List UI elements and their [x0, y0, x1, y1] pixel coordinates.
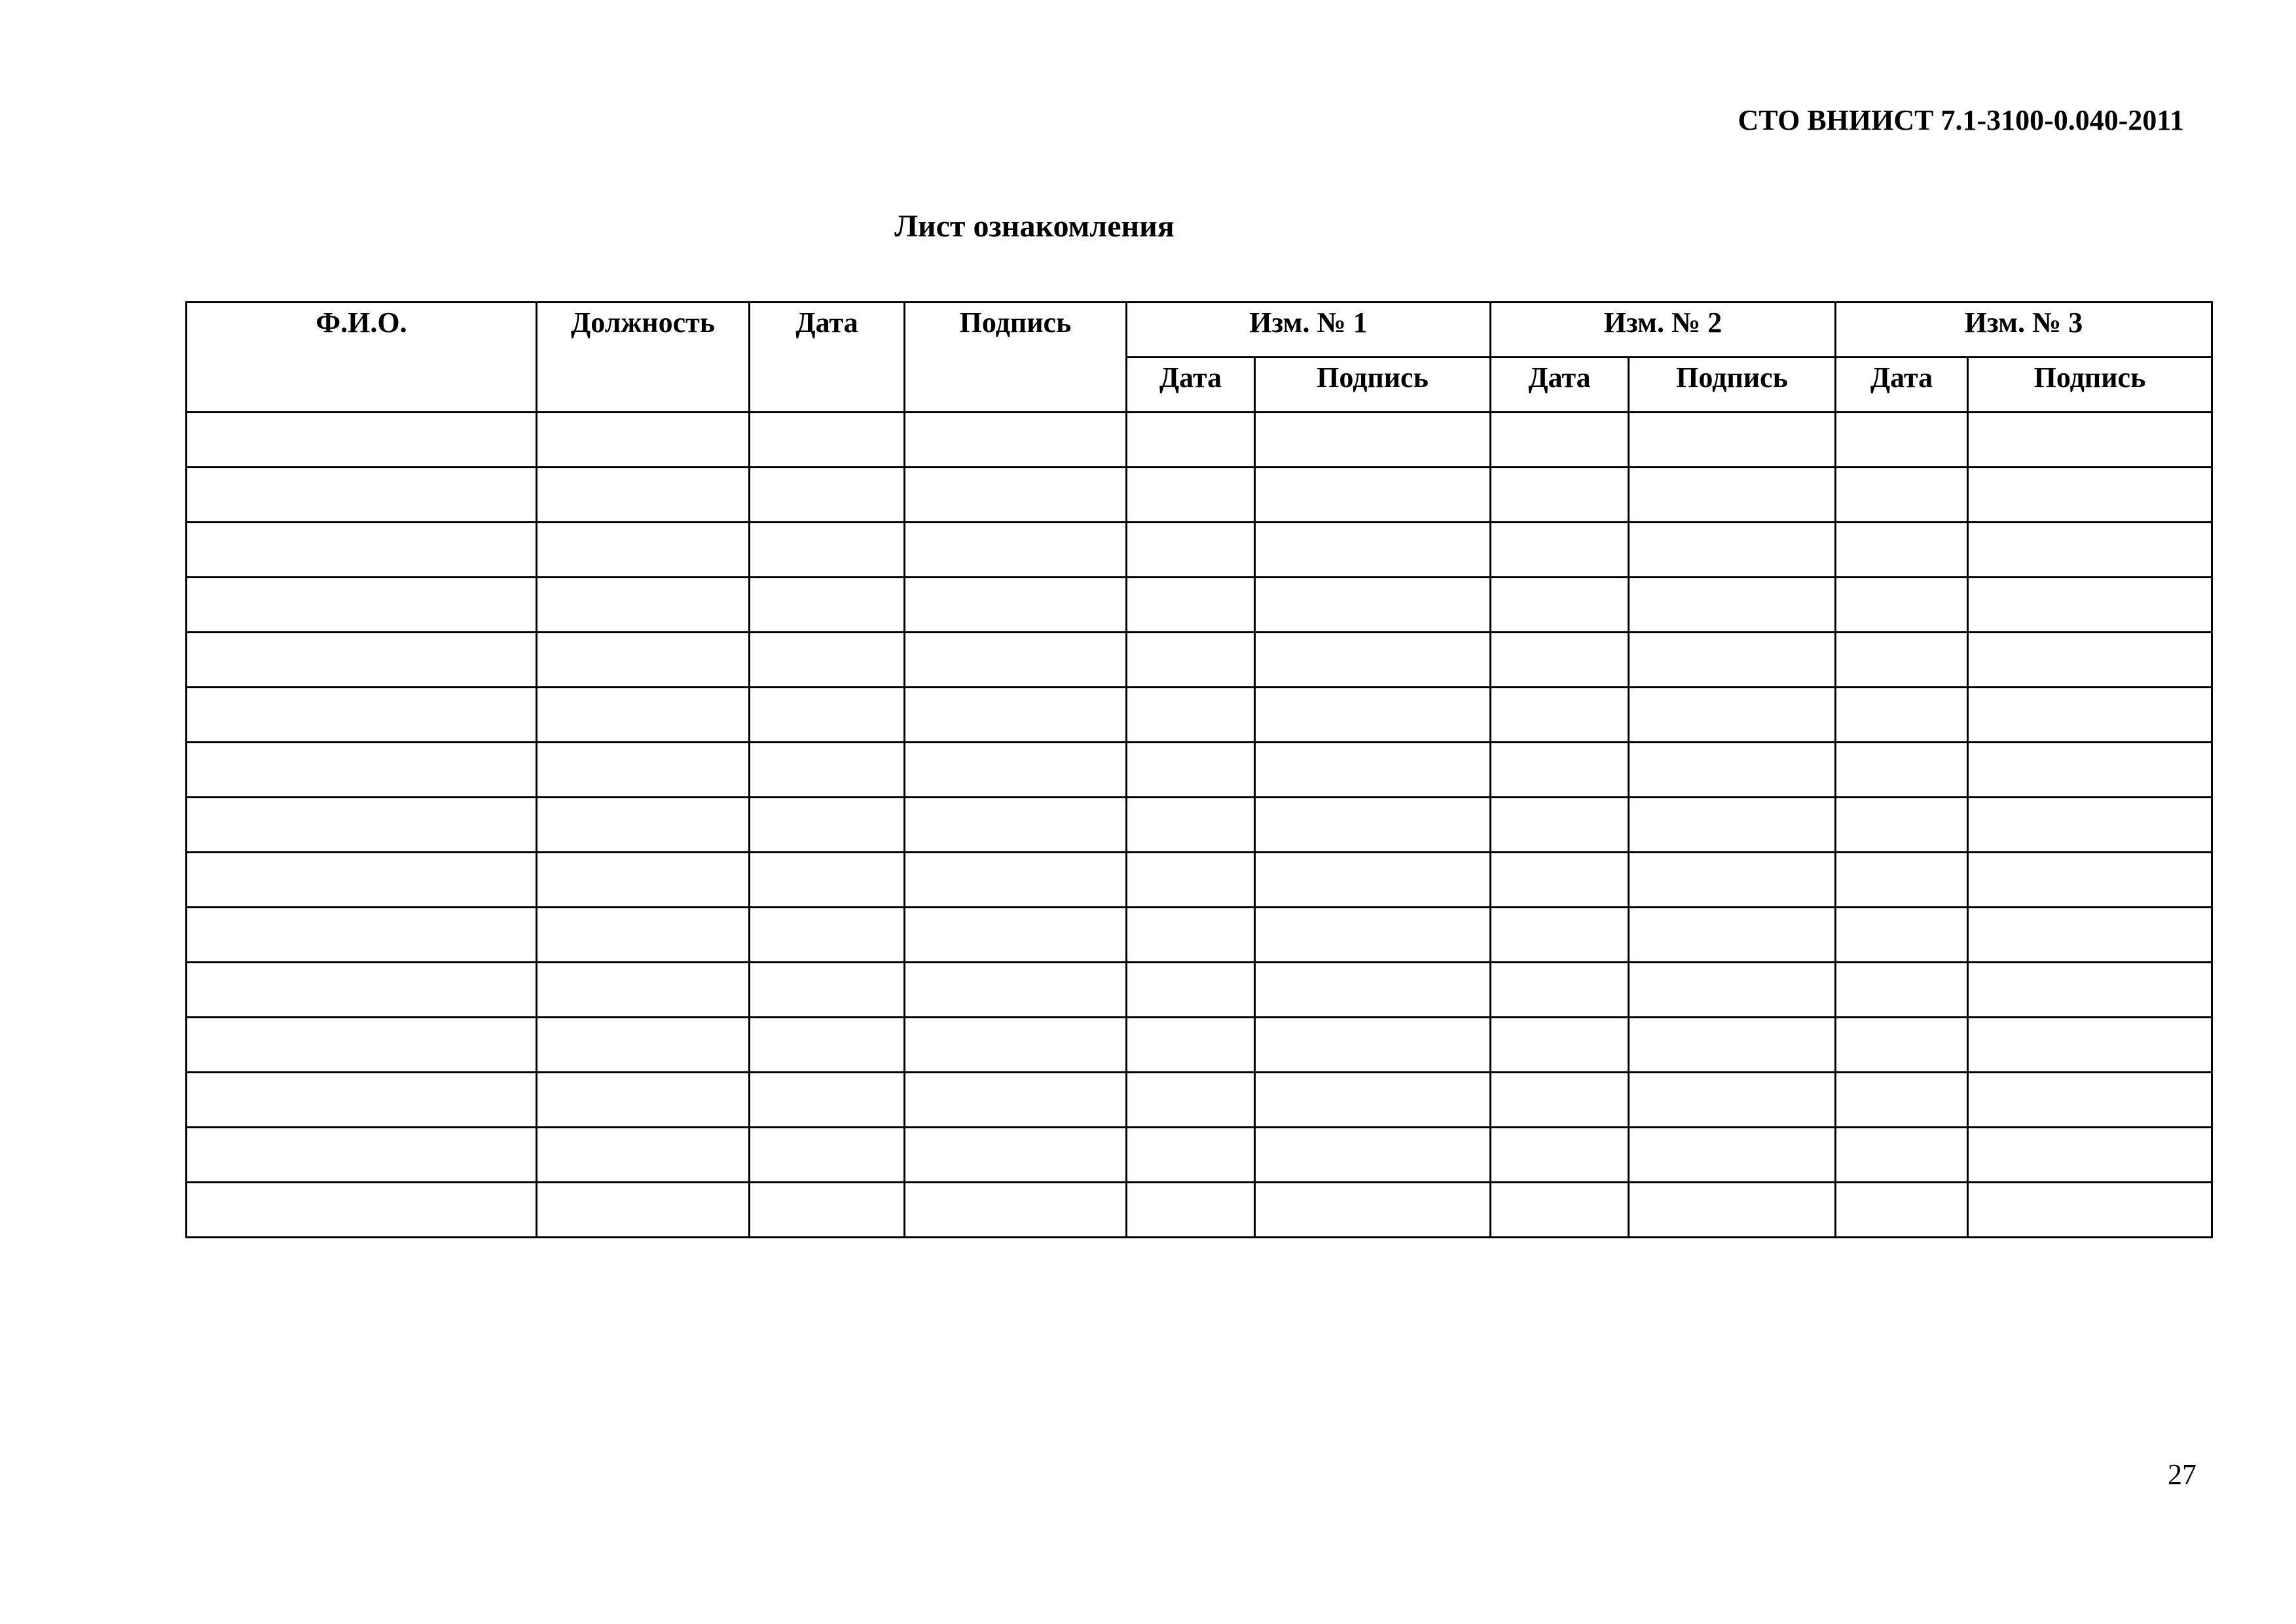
signature-cell[interactable]	[905, 468, 1127, 523]
revision-2-signature-cell[interactable]	[1629, 688, 1836, 743]
revision-3-date-cell[interactable]	[1836, 963, 1968, 1018]
revision-2-date-cell[interactable]	[1491, 908, 1629, 963]
table-row	[187, 413, 2212, 468]
revision-2-signature-cell[interactable]	[1629, 908, 1836, 963]
revision-2-date-cell[interactable]	[1491, 633, 1629, 688]
signature-cell[interactable]	[905, 853, 1127, 908]
revision-3-signature-cell[interactable]	[1968, 688, 2212, 743]
date-cell[interactable]	[750, 468, 905, 523]
revision-3-signature-cell[interactable]	[1968, 1018, 2212, 1073]
table-row	[187, 688, 2212, 743]
revision-3-date-cell[interactable]	[1836, 908, 1968, 963]
revision-3-signature-cell[interactable]	[1968, 578, 2212, 633]
position-cell[interactable]	[537, 633, 750, 688]
table-row	[187, 523, 2212, 578]
table-row	[187, 1183, 2212, 1238]
revision-2-signature-cell[interactable]	[1629, 853, 1836, 908]
revision-1-date-cell[interactable]	[1127, 798, 1255, 853]
column-header-revision-3: Изм. № 3	[1836, 303, 2212, 358]
revision-1-signature-cell[interactable]	[1255, 908, 1491, 963]
table-row	[187, 1073, 2212, 1128]
date-cell[interactable]	[750, 578, 905, 633]
signature-cell[interactable]	[905, 908, 1127, 963]
revision-2-date-cell[interactable]	[1491, 853, 1629, 908]
revision-1-signature-cell[interactable]	[1255, 1128, 1491, 1183]
revision-1-date-header: Дата	[1127, 358, 1255, 413]
date-cell[interactable]	[750, 523, 905, 578]
position-cell[interactable]	[537, 853, 750, 908]
revision-1-signature-cell[interactable]	[1255, 688, 1491, 743]
revision-1-date-cell[interactable]	[1127, 908, 1255, 963]
signature-cell[interactable]	[905, 578, 1127, 633]
date-cell[interactable]	[750, 633, 905, 688]
revision-1-signature-header: Подпись	[1255, 358, 1491, 413]
revision-1-signature-cell[interactable]	[1255, 963, 1491, 1018]
document-code: СТО ВНИИСТ 7.1-3100-0.040-2011	[1738, 104, 2184, 136]
revision-2-date-cell[interactable]	[1491, 578, 1629, 633]
date-cell[interactable]	[750, 743, 905, 798]
column-header-revision-2: Изм. № 2	[1491, 303, 1836, 358]
revision-3-signature-header: Подпись	[1968, 358, 2212, 413]
revision-1-date-cell[interactable]	[1127, 468, 1255, 523]
position-cell[interactable]	[537, 1183, 750, 1238]
revision-1-date-cell[interactable]	[1127, 853, 1255, 908]
revision-3-signature-cell[interactable]	[1968, 853, 2212, 908]
revision-2-date-cell[interactable]	[1491, 468, 1629, 523]
revision-3-signature-cell[interactable]	[1968, 963, 2212, 1018]
revision-1-date-cell[interactable]	[1127, 578, 1255, 633]
revision-1-signature-cell[interactable]	[1255, 1183, 1491, 1238]
signature-cell[interactable]	[905, 633, 1127, 688]
page-number: 27	[2168, 1458, 2196, 1490]
signature-cell[interactable]	[905, 1018, 1127, 1073]
table-row	[187, 1018, 2212, 1073]
revision-2-signature-cell[interactable]	[1629, 798, 1836, 853]
revision-3-date-cell[interactable]	[1836, 1128, 1968, 1183]
signature-cell[interactable]	[905, 1128, 1127, 1183]
revision-3-date-cell[interactable]	[1836, 578, 1968, 633]
fio-cell[interactable]	[187, 523, 537, 578]
revision-1-signature-cell[interactable]	[1255, 1073, 1491, 1128]
table-row	[187, 578, 2212, 633]
revision-3-date-header: Дата	[1836, 358, 1968, 413]
revision-1-date-cell[interactable]	[1127, 1018, 1255, 1073]
revision-1-signature-cell[interactable]	[1255, 468, 1491, 523]
revision-3-date-cell[interactable]	[1836, 468, 1968, 523]
position-cell[interactable]	[537, 743, 750, 798]
fio-cell[interactable]	[187, 743, 537, 798]
position-cell[interactable]	[537, 798, 750, 853]
revision-2-date-cell[interactable]	[1491, 413, 1629, 468]
column-header-revision-1: Изм. № 1	[1127, 303, 1491, 358]
table-row	[187, 908, 2212, 963]
revision-3-date-cell[interactable]	[1836, 523, 1968, 578]
revision-2-date-cell[interactable]	[1491, 798, 1629, 853]
revision-2-date-cell[interactable]	[1491, 688, 1629, 743]
revision-3-date-cell[interactable]	[1836, 413, 1968, 468]
position-cell[interactable]	[537, 1128, 750, 1183]
revision-1-date-cell[interactable]	[1127, 1073, 1255, 1128]
revision-2-date-cell[interactable]	[1491, 743, 1629, 798]
revision-2-date-cell[interactable]	[1491, 1183, 1629, 1238]
header-row-main	[187, 303, 2212, 358]
revision-1-signature-cell[interactable]	[1255, 1018, 1491, 1073]
revision-2-signature-cell[interactable]	[1629, 1183, 1836, 1238]
fio-cell[interactable]	[187, 853, 537, 908]
fio-cell[interactable]	[187, 798, 537, 853]
revision-2-signature-cell[interactable]	[1629, 523, 1836, 578]
revision-2-signature-cell[interactable]	[1629, 963, 1836, 1018]
revision-2-signature-cell[interactable]	[1629, 1018, 1836, 1073]
fio-cell[interactable]	[187, 1183, 537, 1238]
column-header-date: Дата	[750, 303, 905, 413]
revision-3-date-cell[interactable]	[1836, 1073, 1968, 1128]
date-cell[interactable]	[750, 908, 905, 963]
revision-3-signature-cell[interactable]	[1968, 743, 2212, 798]
revision-3-signature-cell[interactable]	[1968, 523, 2212, 578]
revision-2-signature-cell[interactable]	[1629, 633, 1836, 688]
signature-cell[interactable]	[905, 963, 1127, 1018]
fio-cell[interactable]	[187, 578, 537, 633]
date-cell[interactable]	[750, 1018, 905, 1073]
revision-3-date-cell[interactable]	[1836, 688, 1968, 743]
revision-2-signature-header: Подпись	[1629, 358, 1836, 413]
table-row	[187, 468, 2212, 523]
revision-3-signature-cell[interactable]	[1968, 908, 2212, 963]
revision-3-date-cell[interactable]	[1836, 633, 1968, 688]
revision-3-date-cell[interactable]	[1836, 853, 1968, 908]
revision-2-signature-cell[interactable]	[1629, 578, 1836, 633]
revision-2-date-header: Дата	[1491, 358, 1629, 413]
revision-3-signature-cell[interactable]	[1968, 1073, 2212, 1128]
revision-1-signature-cell[interactable]	[1255, 523, 1491, 578]
table-row	[187, 853, 2212, 908]
revision-3-date-cell[interactable]	[1836, 743, 1968, 798]
position-cell[interactable]	[537, 523, 750, 578]
signature-cell[interactable]	[905, 688, 1127, 743]
table-row	[187, 1128, 2212, 1183]
signature-cell[interactable]	[905, 743, 1127, 798]
acquaintance-table	[185, 301, 2213, 1238]
signature-cell[interactable]	[905, 523, 1127, 578]
table-row	[187, 798, 2212, 853]
revision-1-date-cell[interactable]	[1127, 633, 1255, 688]
revision-2-signature-cell[interactable]	[1629, 468, 1836, 523]
fio-cell[interactable]	[187, 1073, 537, 1128]
revision-1-date-cell[interactable]	[1127, 523, 1255, 578]
signature-cell[interactable]	[905, 798, 1127, 853]
revision-1-signature-cell[interactable]	[1255, 853, 1491, 908]
revision-1-signature-cell[interactable]	[1255, 578, 1491, 633]
revision-1-date-cell[interactable]	[1127, 1128, 1255, 1183]
sheet-title: Лист ознакомления	[894, 209, 1175, 244]
revision-1-signature-cell[interactable]	[1255, 633, 1491, 688]
position-cell[interactable]	[537, 578, 750, 633]
position-cell[interactable]	[537, 908, 750, 963]
signature-cell[interactable]	[905, 1073, 1127, 1128]
signature-cell[interactable]	[905, 1183, 1127, 1238]
revision-3-date-cell[interactable]	[1836, 798, 1968, 853]
column-header-position: Должность	[537, 303, 750, 413]
fio-cell[interactable]	[187, 908, 537, 963]
fio-cell[interactable]	[187, 468, 537, 523]
revision-1-date-cell[interactable]	[1127, 413, 1255, 468]
column-header-signature: Подпись	[905, 303, 1127, 413]
revision-2-signature-cell[interactable]	[1629, 1128, 1836, 1183]
revision-2-date-cell[interactable]	[1491, 1128, 1629, 1183]
date-cell[interactable]	[750, 688, 905, 743]
position-cell[interactable]	[537, 688, 750, 743]
position-cell[interactable]	[537, 468, 750, 523]
date-cell[interactable]	[750, 853, 905, 908]
revision-2-date-cell[interactable]	[1491, 963, 1629, 1018]
date-cell[interactable]	[750, 1183, 905, 1238]
table-row	[187, 743, 2212, 798]
revision-1-date-cell[interactable]	[1127, 1183, 1255, 1238]
date-cell[interactable]	[750, 1128, 905, 1183]
fio-cell[interactable]	[187, 413, 537, 468]
date-cell[interactable]	[750, 798, 905, 853]
revision-3-date-cell[interactable]	[1836, 1183, 1968, 1238]
revision-2-date-cell[interactable]	[1491, 1018, 1629, 1073]
revision-3-signature-cell[interactable]	[1968, 798, 2212, 853]
revision-3-signature-cell[interactable]	[1968, 468, 2212, 523]
revision-1-signature-cell[interactable]	[1255, 798, 1491, 853]
fio-cell[interactable]	[187, 1018, 537, 1073]
revision-1-signature-cell[interactable]	[1255, 743, 1491, 798]
revision-3-signature-cell[interactable]	[1968, 633, 2212, 688]
revision-2-date-cell[interactable]	[1491, 1073, 1629, 1128]
position-cell[interactable]	[537, 1073, 750, 1128]
revision-3-signature-cell[interactable]	[1968, 1183, 2212, 1238]
position-cell[interactable]	[537, 413, 750, 468]
revision-3-signature-cell[interactable]	[1968, 1128, 2212, 1183]
position-cell[interactable]	[537, 963, 750, 1018]
revision-2-signature-cell[interactable]	[1629, 1073, 1836, 1128]
revision-1-date-cell[interactable]	[1127, 743, 1255, 798]
revision-3-date-cell[interactable]	[1836, 1018, 1968, 1073]
table-body	[187, 413, 2212, 1238]
revision-3-signature-cell[interactable]	[1968, 413, 2212, 468]
revision-2-signature-cell[interactable]	[1629, 413, 1836, 468]
revision-1-date-cell[interactable]	[1127, 688, 1255, 743]
column-header-fio: Ф.И.О.	[187, 303, 537, 413]
fio-cell[interactable]	[187, 963, 537, 1018]
date-cell[interactable]	[750, 1073, 905, 1128]
fio-cell[interactable]	[187, 688, 537, 743]
revision-2-date-cell[interactable]	[1491, 523, 1629, 578]
revision-1-signature-cell[interactable]	[1255, 413, 1491, 468]
revision-1-date-cell[interactable]	[1127, 963, 1255, 1018]
date-cell[interactable]	[750, 963, 905, 1018]
fio-cell[interactable]	[187, 1128, 537, 1183]
table-row	[187, 963, 2212, 1018]
fio-cell[interactable]	[187, 633, 537, 688]
position-cell[interactable]	[537, 1018, 750, 1073]
revision-2-signature-cell[interactable]	[1629, 743, 1836, 798]
signature-cell[interactable]	[905, 413, 1127, 468]
date-cell[interactable]	[750, 413, 905, 468]
table-row	[187, 633, 2212, 688]
